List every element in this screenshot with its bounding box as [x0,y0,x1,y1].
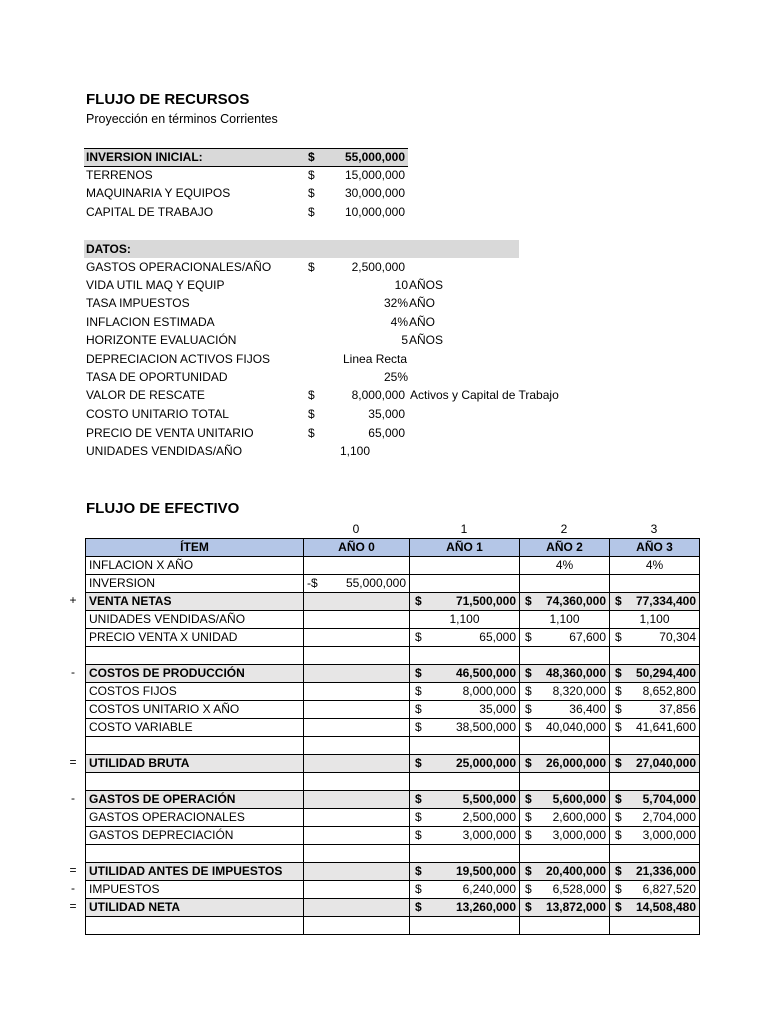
currency-symbol: -$ [307,576,318,590]
inversion-label: INVERSION INICIAL: [86,150,203,164]
cell-value: 5,500,000 [462,792,516,806]
money-cell [610,629,700,647]
money-cell [610,755,700,773]
cell-value: 8,000,000 [462,684,516,698]
money-cell [410,863,520,881]
money-cell [410,665,520,683]
money-cell [610,701,700,719]
row-label: UTILIDAD NETA [86,899,304,917]
inversion-item-currency: $ [308,186,315,200]
cell-value: 2,600,000 [552,810,606,824]
table-row [86,593,700,611]
table-row [86,791,700,809]
table-row-blank [86,773,700,791]
currency-symbol: $ [525,864,532,878]
table-row [86,575,700,593]
money-cell [610,719,700,737]
table-row [86,899,700,917]
table-row [86,755,700,773]
row-label: VENTA NETAS [86,593,304,611]
datos-row-value: 65,000 [368,426,405,440]
empty-cell [520,917,610,935]
inversion-item-value: 15,000,000 [344,168,405,182]
currency-symbol: $ [415,684,422,698]
table-row [86,665,700,683]
currency-symbol: $ [415,810,422,824]
money-cell [410,809,520,827]
currency-symbol: $ [525,684,532,698]
row-label: PRECIO VENTA X UNIDAD [86,629,304,647]
table-row [86,701,700,719]
cell-value: 35,000 [479,702,516,716]
money-cell [410,629,520,647]
empty-cell [610,737,700,755]
period-number: 3 [650,522,658,536]
datos-row-currency: $ [308,388,315,402]
empty-cell [520,575,610,593]
currency-symbol: $ [415,882,422,896]
period-number: 1 [460,522,468,536]
cell-value: 1,100 [520,611,610,629]
empty-cell [304,773,410,791]
currency-symbol: $ [525,594,532,608]
currency-symbol: $ [525,828,532,842]
row-sign: = [69,755,77,769]
table-row [86,611,700,629]
empty-cell [304,791,410,809]
cell-value: 4% [520,557,610,575]
table-row-blank [86,737,700,755]
cell-value: 3,000,000 [462,828,516,842]
row-label: IMPUESTOS [86,881,304,899]
cell-value: 38,500,000 [455,720,516,734]
empty-cell [304,917,410,935]
money-cell [520,701,610,719]
currency-symbol: $ [415,828,422,842]
cell-value: 2,704,000 [642,810,696,824]
money-cell [610,665,700,683]
empty-cell [410,737,520,755]
currency-symbol: $ [525,900,532,914]
datos-row-label: TASA IMPUESTOS [86,296,190,310]
inversion-item-value: 10,000,000 [344,205,405,219]
row-label: COSTOS DE PRODUCCIÓN [86,665,304,683]
cell-value: 5,600,000 [552,792,606,806]
cell-value: 67,600 [569,630,606,644]
empty-cell [410,773,520,791]
table-row [86,863,700,881]
datos-row-label: VALOR DE RESCATE [86,388,205,402]
currency-symbol: $ [615,720,622,734]
cell-value: 6,240,000 [462,882,516,896]
empty-cell [304,665,410,683]
empty-cell [304,845,410,863]
money-cell [610,881,700,899]
cell-value: 20,400,000 [545,864,606,878]
cell-value: 25,000,000 [455,756,516,770]
row-label: GASTOS OPERACIONALES [86,809,304,827]
datos-row-label: COSTO UNITARIO TOTAL [86,407,229,421]
empty-cell [520,845,610,863]
cell-value: 50,294,400 [635,666,696,680]
empty-cell [304,683,410,701]
cell-value: 70,304 [659,630,696,644]
currency-symbol: $ [615,900,622,914]
cell-value: 27,040,000 [635,756,696,770]
column-header: AÑO 3 [610,539,700,557]
cell-value: 77,334,400 [635,594,696,608]
table-row [86,557,700,575]
period-number: 2 [560,522,568,536]
row-label: COSTOS FIJOS [86,683,304,701]
cell-value: 40,040,000 [545,720,606,734]
currency-symbol: $ [415,630,422,644]
cell-value: 8,320,000 [552,684,606,698]
empty-cell [520,647,610,665]
currency-symbol: $ [615,630,622,644]
currency-symbol: $ [525,702,532,716]
empty-cell [86,917,304,935]
currency-symbol: $ [615,666,622,680]
table-row [86,827,700,845]
currency-symbol: $ [525,810,532,824]
cell-value: 14,508,480 [635,900,696,914]
currency-symbol: $ [415,720,422,734]
money-cell [520,683,610,701]
datos-row-currency: $ [308,407,315,421]
page-title: FLUJO DE RECURSOS [86,91,250,108]
money-cell [410,719,520,737]
row-sign: - [71,881,75,895]
empty-cell [304,737,410,755]
currency-symbol: $ [415,864,422,878]
currency-symbol: $ [415,594,422,608]
currency-symbol: $ [525,792,532,806]
datos-row-label: INFLACION ESTIMADA [86,315,215,329]
money-cell [410,593,520,611]
empty-cell [304,719,410,737]
cell-value: 37,856 [659,702,696,716]
datos-row-value: 32% [383,296,408,310]
money-cell [520,827,610,845]
column-header: ÍTEM [86,539,304,557]
currency-symbol: $ [415,792,422,806]
empty-cell [304,827,410,845]
table-row [86,719,700,737]
datos-row-label: UNIDADES VENDIDAS/AÑO [86,444,243,458]
period-number: 0 [352,522,360,536]
cell-value: 5,704,000 [642,792,696,806]
datos-row-unit: AÑOS [409,333,444,347]
table-row-blank [86,917,700,935]
cell-value: 46,500,000 [455,666,516,680]
currency-symbol: $ [415,702,422,716]
cell-value: 36,400 [569,702,606,716]
money-cell [410,701,520,719]
row-label: COSTOS UNITARIO X AÑO [86,701,304,719]
datos-row-currency: $ [308,426,315,440]
cell-value: 74,360,000 [545,594,606,608]
empty-cell [304,881,410,899]
table-row [86,881,700,899]
row-label: INVERSION [86,575,304,593]
money-cell [520,791,610,809]
currency-symbol: $ [615,594,622,608]
money-cell [410,755,520,773]
cell-value: 4% [610,557,700,575]
currency-symbol: $ [525,630,532,644]
currency-symbol: $ [615,810,622,824]
currency-symbol: $ [415,900,422,914]
money-cell [610,593,700,611]
empty-cell [410,575,520,593]
money-cell [610,809,700,827]
datos-row-label: DEPRECIACION ACTIVOS FIJOS [86,352,271,366]
row-label: GASTOS DE OPERACIÓN [86,791,304,809]
cell-value: 19,500,000 [455,864,516,878]
inversion-item-label: MAQUINARIA Y EQUIPOS [86,186,231,200]
money-cell [520,863,610,881]
empty-cell [410,647,520,665]
inversion-currency: $ [308,150,315,164]
money-cell [520,593,610,611]
datos-row-unit: AÑO [409,296,436,310]
datos-row-label: VIDA UTIL MAQ Y EQUIP [86,278,225,292]
currency-symbol: $ [615,882,622,896]
cell-value: 1,100 [610,611,700,629]
inversion-item-value: 30,000,000 [344,186,405,200]
cell-value: 71,500,000 [455,594,516,608]
datos-row-value: 25% [383,370,408,384]
cell-value: 6,528,000 [552,882,606,896]
money-cell [410,899,520,917]
datos-row-currency: $ [308,260,315,274]
datos-row-value: 10 [394,278,408,292]
empty-cell [86,647,304,665]
datos-header-band [84,240,519,258]
datos-label: DATOS: [86,242,131,256]
empty-cell [304,701,410,719]
currency-symbol: $ [615,792,622,806]
datos-row-label: TASA DE OPORTUNIDAD [86,370,228,384]
inversion-item-label: TERRENOS [86,168,153,182]
empty-cell [304,629,410,647]
datos-row-value: 4% [390,315,408,329]
datos-row-label: GASTOS OPERACIONALES/AÑO [86,260,272,274]
cell-value: 26,000,000 [545,756,606,770]
datos-row-value: 35,000 [368,407,405,421]
datos-row-value: 8,000,000 [351,388,405,402]
cell-value: 13,260,000 [455,900,516,914]
table-row [86,683,700,701]
row-label: COSTO VARIABLE [86,719,304,737]
money-cell [410,791,520,809]
currency-symbol: $ [525,882,532,896]
empty-cell [610,575,700,593]
inversion-item-currency: $ [308,168,315,182]
empty-cell [520,737,610,755]
money-cell [610,683,700,701]
column-header: AÑO 1 [410,539,520,557]
cell-value: 6,827,520 [642,882,696,896]
datos-row-unit: AÑO [409,315,436,329]
empty-cell [304,647,410,665]
empty-cell [610,917,700,935]
row-label: UTILIDAD BRUTA [86,755,304,773]
currency-symbol: $ [615,702,622,716]
empty-cell [610,647,700,665]
row-sign: = [69,899,77,913]
datos-row-value: 2,500,000 [351,260,405,274]
cell-value: 48,360,000 [545,666,606,680]
currency-symbol: $ [415,756,422,770]
table-row-blank [86,845,700,863]
datos-row-label: PRECIO DE VENTA UNITARIO [86,426,254,440]
currency-symbol: $ [615,684,622,698]
currency-symbol: $ [525,720,532,734]
row-label: GASTOS DEPRECIACIÓN [86,827,304,845]
row-label: UNIDADES VENDIDAS/AÑO [86,611,304,629]
currency-symbol: $ [525,666,532,680]
money-cell [520,881,610,899]
empty-cell [86,845,304,863]
cell-value: 3,000,000 [642,828,696,842]
money-cell [410,881,520,899]
row-sign: = [69,863,77,877]
datos-row-value: 5 [401,333,408,347]
currency-symbol: $ [415,666,422,680]
cell-value: 41,641,600 [635,720,696,734]
empty-cell [410,557,520,575]
table-row [86,809,700,827]
flujo-title: FLUJO DE EFECTIVO [86,500,240,517]
money-cell [520,719,610,737]
money-cell [520,809,610,827]
inversion-item-label: CAPITAL DE TRABAJO [86,205,214,219]
empty-cell [304,611,410,629]
money-cell [520,665,610,683]
money-cell [610,827,700,845]
inversion-total: 55,000,000 [344,150,405,164]
money-cell [520,899,610,917]
cell-value: 13,872,000 [545,900,606,914]
money-cell [410,827,520,845]
cell-value: 8,652,800 [642,684,696,698]
empty-cell [610,773,700,791]
cash-flow-table [85,538,700,935]
datos-row-value: Linea Recta [343,352,408,366]
empty-cell [410,917,520,935]
empty-cell [304,899,410,917]
column-header: AÑO 2 [520,539,610,557]
currency-symbol: $ [615,756,622,770]
currency-symbol: $ [615,828,622,842]
column-header: AÑO 0 [304,539,410,557]
money-cell [520,629,610,647]
row-label: INFLACION X AÑO [86,557,304,575]
empty-cell [520,773,610,791]
empty-cell [86,737,304,755]
page-subtitle: Proyección en términos Corrientes [86,112,278,126]
currency-symbol: $ [615,864,622,878]
money-cell [410,683,520,701]
empty-cell [304,809,410,827]
empty-cell [304,755,410,773]
empty-cell [86,773,304,791]
cell-value: 21,336,000 [635,864,696,878]
money-cell [304,575,410,593]
money-cell [520,755,610,773]
empty-cell [304,593,410,611]
empty-cell [410,845,520,863]
table-row [86,629,700,647]
cell-value: 3,000,000 [552,828,606,842]
money-cell [610,899,700,917]
money-cell [610,791,700,809]
table-row-blank [86,647,700,665]
money-cell [610,863,700,881]
row-sign: - [71,665,75,679]
datos-row-label: HORIZONTE EVALUACIÓN [86,333,237,347]
cell-value: 65,000 [479,630,516,644]
table-header-row [86,539,700,557]
row-label: UTILIDAD ANTES DE IMPUESTOS [86,863,304,881]
cell-value: 55,000,000 [345,576,406,590]
inversion-item-currency: $ [308,205,315,219]
cell-value: 2,500,000 [462,810,516,824]
empty-cell [304,557,410,575]
datos-row-unit: Activos y Capital de Trabajo [410,388,559,402]
datos-row-value: 1,100 [340,444,371,458]
cell-value: 1,100 [410,611,520,629]
row-sign: + [69,593,77,607]
empty-cell [610,845,700,863]
empty-cell [304,863,410,881]
row-sign: - [71,791,75,805]
datos-row-unit: AÑOS [409,278,444,292]
currency-symbol: $ [525,756,532,770]
